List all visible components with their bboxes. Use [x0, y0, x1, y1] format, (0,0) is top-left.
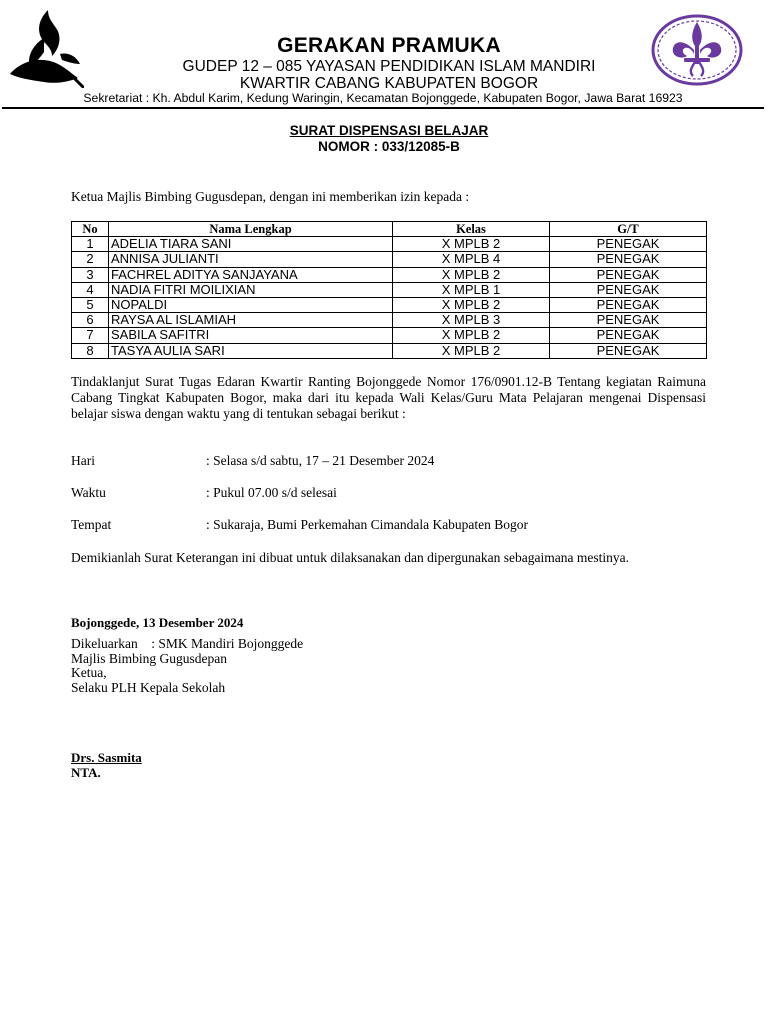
cell-no: 2 [72, 252, 109, 267]
detail-label: Waktu [71, 485, 106, 500]
cell-name: ANNISA JULIANTI [109, 252, 393, 267]
cell-gt: PENEGAK [550, 282, 707, 297]
detail-value: : Selasa s/d sabtu, 17 – 21 Desember 2024 [206, 453, 435, 468]
cell-kelas: X MPLB 4 [393, 252, 550, 267]
org-title: GERAKAN PRAMUKA [277, 34, 501, 57]
cell-no: 7 [72, 328, 109, 343]
header-no: No [72, 222, 109, 237]
cell-kelas: X MPLB 1 [393, 282, 550, 297]
cell-kelas: X MPLB 2 [393, 343, 550, 358]
issuer-role-detail: Selaku PLH Kepala Sekolah [71, 679, 226, 695]
cell-gt: PENEGAK [550, 237, 707, 252]
cell-kelas: X MPLB 2 [393, 267, 550, 282]
cell-no: 4 [72, 282, 109, 297]
issuer-body: Majlis Bimbing Gugusdepan [71, 650, 227, 666]
cell-name: NOPALDI [109, 297, 393, 312]
document-number: NOMOR : 033/12085-B [318, 139, 460, 154]
followup-paragraph: Tindaklanjut Surat Tugas Edaran Kwartir Ranting Bojonggede Nomor 176/0901.12-B Tentang kegiatan Raimuna Cabang Tingkat Kabupaten Bogor, maka dari itu kepada Wali Kelas/Guru Mata Pelajaran mengenai Dispensasi belajar siswa dengan waktu yang di tentukan sebagai berikut : [71, 374, 706, 421]
table-row [72, 343, 707, 358]
cell-name: TASYA AULIA SARI [109, 343, 393, 358]
cell-name: FACHREL ADITYA SANJAYANA [109, 267, 393, 282]
cell-gt: PENEGAK [550, 267, 707, 282]
table-row [72, 313, 707, 328]
issuer-role: Ketua, [71, 665, 107, 680]
detail-label: Hari [71, 453, 95, 468]
cell-no: 1 [72, 237, 109, 252]
signer-name: Drs. Sasmita [71, 750, 142, 765]
issuer-block [71, 637, 303, 695]
cell-no: 3 [72, 267, 109, 282]
cell-gt: PENEGAK [550, 328, 707, 343]
header-name: Nama Lengkap [109, 222, 393, 237]
address-line: Sekretariat : Kh. Abdul Karim, Kedung Waringin, Kecamatan Bojonggede, Kabupaten Bogor, Jawa Barat 16923 [83, 91, 683, 105]
cell-gt: PENEGAK [550, 252, 707, 267]
cell-kelas: X MPLB 2 [393, 237, 550, 252]
signer-nta: NTA. [71, 765, 101, 780]
table-row [72, 297, 707, 312]
table-row [72, 328, 707, 343]
cell-kelas: X MPLB 3 [393, 313, 550, 328]
cell-gt: PENEGAK [550, 313, 707, 328]
letter-date: Bojonggede, 13 Desember 2024 [71, 615, 244, 630]
cell-name: ADELIA TIARA SANI [109, 237, 393, 252]
cell-name: NADIA FITRI MOILIXIAN [109, 282, 393, 297]
cell-no: 5 [72, 297, 109, 312]
org-line-gudep: GUDEP 12 – 085 YAYASAN PENDIDIKAN ISLAM MANDIRI [182, 58, 596, 75]
header-kelas: Kelas [393, 222, 550, 237]
org-line-kwartir: KWARTIR CABANG KABUPATEN BOGOR [239, 75, 539, 92]
cell-no: 6 [72, 313, 109, 328]
header-gt: G/T [550, 222, 707, 237]
table-header-row [72, 222, 707, 237]
detail-label: Tempat [71, 517, 112, 532]
cell-gt: PENEGAK [550, 343, 707, 358]
cell-no: 8 [72, 343, 109, 358]
student-table [71, 221, 707, 359]
table-row [72, 267, 707, 282]
detail-value: : Pukul 07.00 s/d selesai [206, 485, 337, 500]
cell-name: RAYSA AL ISLAMIAH [109, 313, 393, 328]
closing-paragraph: Demikianlah Surat Keterangan ini dibuat untuk dilaksanakan dan dipergunakan sebagaimana mestinya. [71, 550, 629, 565]
document-title: SURAT DISPENSASI BELAJAR [289, 123, 489, 138]
table-row [72, 237, 707, 252]
intro-paragraph: Ketua Majlis Bimbing Gugusdepan, dengan ini memberikan izin kepada : [71, 189, 470, 204]
table-row [72, 282, 707, 297]
table-row [72, 252, 707, 267]
cell-gt: PENEGAK [550, 297, 707, 312]
detail-value: : Sukaraja, Bumi Perkemahan Cimandala Kabupaten Bogor [206, 517, 529, 532]
cell-kelas: X MPLB 2 [393, 297, 550, 312]
cell-kelas: X MPLB 2 [393, 328, 550, 343]
issued-by: Dikeluarkan : SMK Mandiri Bojonggede [71, 636, 304, 651]
fleur-de-lis-emblem-icon [651, 14, 743, 86]
cell-name: SABILA SAFITRI [109, 328, 393, 343]
header-divider [2, 107, 764, 109]
